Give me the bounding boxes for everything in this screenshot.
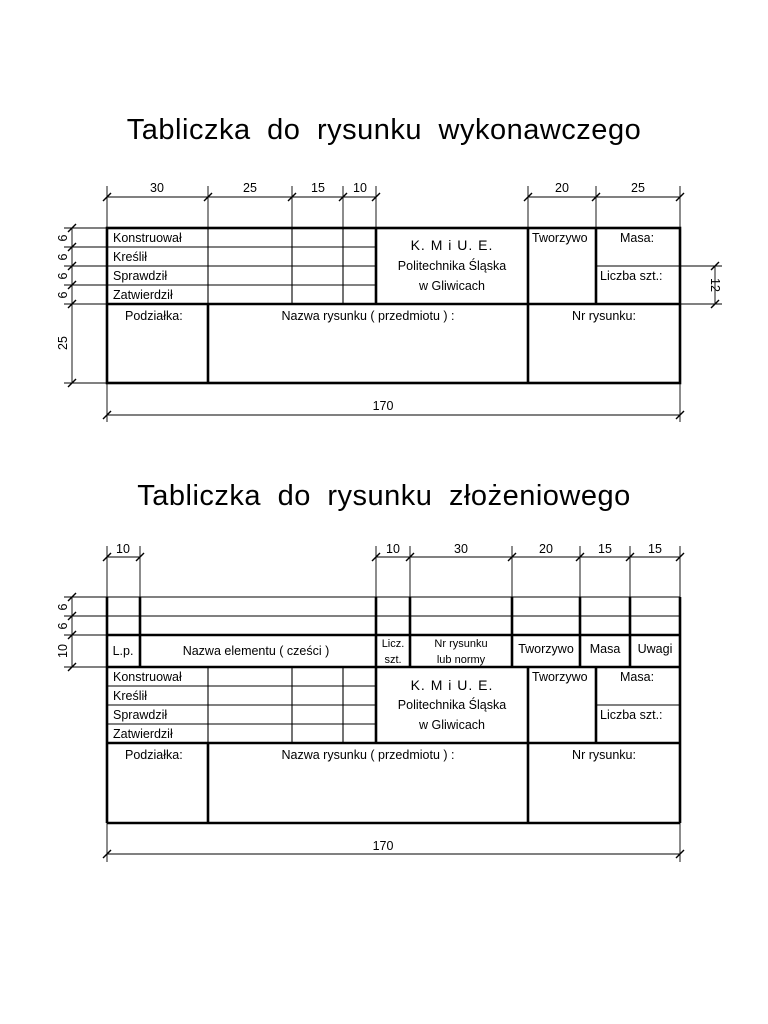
org-city-2: w Gliwicach [419, 718, 485, 732]
detail-drawing-title: Tabliczka do rysunku wykonawczego [126, 114, 642, 146]
detail-title-block [56, 181, 722, 422]
label-approved-2: Zatwierdził [113, 727, 173, 741]
dim-remarks-15: 15 [648, 542, 662, 556]
label-drawing-name-2: Nazwa rysunku ( przedmiotu ) : [281, 748, 455, 762]
header-lp: L.p. [112, 644, 134, 658]
dim-30: 30 [150, 181, 164, 195]
assembly-total-dimension [107, 823, 680, 862]
label-scale: Podziałka: [125, 309, 183, 323]
dim-material-20: 20 [539, 542, 553, 556]
dim-10: 10 [353, 181, 367, 195]
label-quantity-2: Liczba szt.: [600, 708, 663, 722]
org-city: w Gliwicach [419, 279, 485, 293]
header-ref-2: lub normy [436, 654, 486, 666]
assembly-title-block [56, 542, 680, 862]
label-mass: Masa: [620, 231, 655, 245]
label-quantity: Liczba szt.: [600, 269, 663, 283]
detail-right-dimension [680, 266, 722, 304]
detail-total-dimension [107, 383, 680, 422]
label-mass-2: Masa: [620, 670, 655, 684]
label-designed-2: Konstruował [113, 670, 182, 684]
assembly-left-dimensions [56, 597, 107, 667]
dim-25: 25 [243, 181, 257, 195]
dim-count-10: 10 [386, 542, 400, 556]
dim-ref-30: 30 [454, 542, 468, 556]
label-material: Tworzywo [532, 231, 588, 245]
dim-170: 170 [372, 399, 394, 413]
header-mass: Masa [589, 642, 621, 656]
header-element-name: Nazwa elementu ( cześci ) [182, 644, 330, 658]
label-drawn: Kreślił [113, 250, 148, 264]
label-drawing-name: Nazwa rysunku ( przedmiotu ) : [281, 309, 455, 323]
label-approved: Zatwierdził [113, 288, 173, 302]
dim-15: 15 [311, 181, 325, 195]
dim-total-170: 170 [372, 839, 394, 853]
header-remarks: Uwagi [637, 642, 673, 656]
dim-6c: 6 [56, 272, 70, 280]
label-checked-2: Sprawdził [113, 708, 168, 722]
label-checked: Sprawdził [113, 269, 168, 283]
dim-6a: 6 [56, 234, 70, 242]
dim-6d: 6 [56, 291, 70, 299]
dim-mass-15: 15 [598, 542, 612, 556]
header-count-1: Licz. [381, 638, 405, 650]
label-drawing-number: Nr rysunku: [572, 309, 636, 323]
dim-20: 20 [555, 181, 569, 195]
header-count-2: szt. [384, 654, 402, 666]
dim-header-10: 10 [56, 644, 70, 658]
header-material: Tworzywo [518, 642, 574, 656]
dim-25b: 25 [631, 181, 645, 195]
detail-left-dimensions [56, 228, 107, 383]
dim-6b: 6 [56, 253, 70, 261]
org-university-2: Politechnika Śląska [397, 698, 507, 712]
dim-12: 12 [708, 278, 722, 292]
dim-lp-10: 10 [116, 542, 130, 556]
label-drawn-2: Kreślił [113, 689, 148, 703]
org-university: Politechnika Śląska [397, 259, 507, 273]
dim-row-6a: 6 [56, 603, 70, 611]
dim-25-height: 25 [56, 336, 70, 350]
detail-top-dimensions [107, 181, 680, 228]
org-name: K. M i U. E. [410, 237, 494, 253]
assembly-drawing-title: Tabliczka do rysunku złożeniowego [137, 480, 631, 512]
assembly-top-dimensions [107, 542, 680, 597]
org-name-2: K. M i U. E. [410, 677, 494, 693]
label-scale-2: Podziałka: [125, 748, 183, 762]
header-ref-1: Nr rysunku [434, 638, 488, 650]
label-designed: Konstruował [113, 231, 182, 245]
label-drawing-number-2: Nr rysunku: [572, 748, 636, 762]
label-material-2: Tworzywo [532, 670, 588, 684]
dim-row-6b: 6 [56, 622, 70, 630]
